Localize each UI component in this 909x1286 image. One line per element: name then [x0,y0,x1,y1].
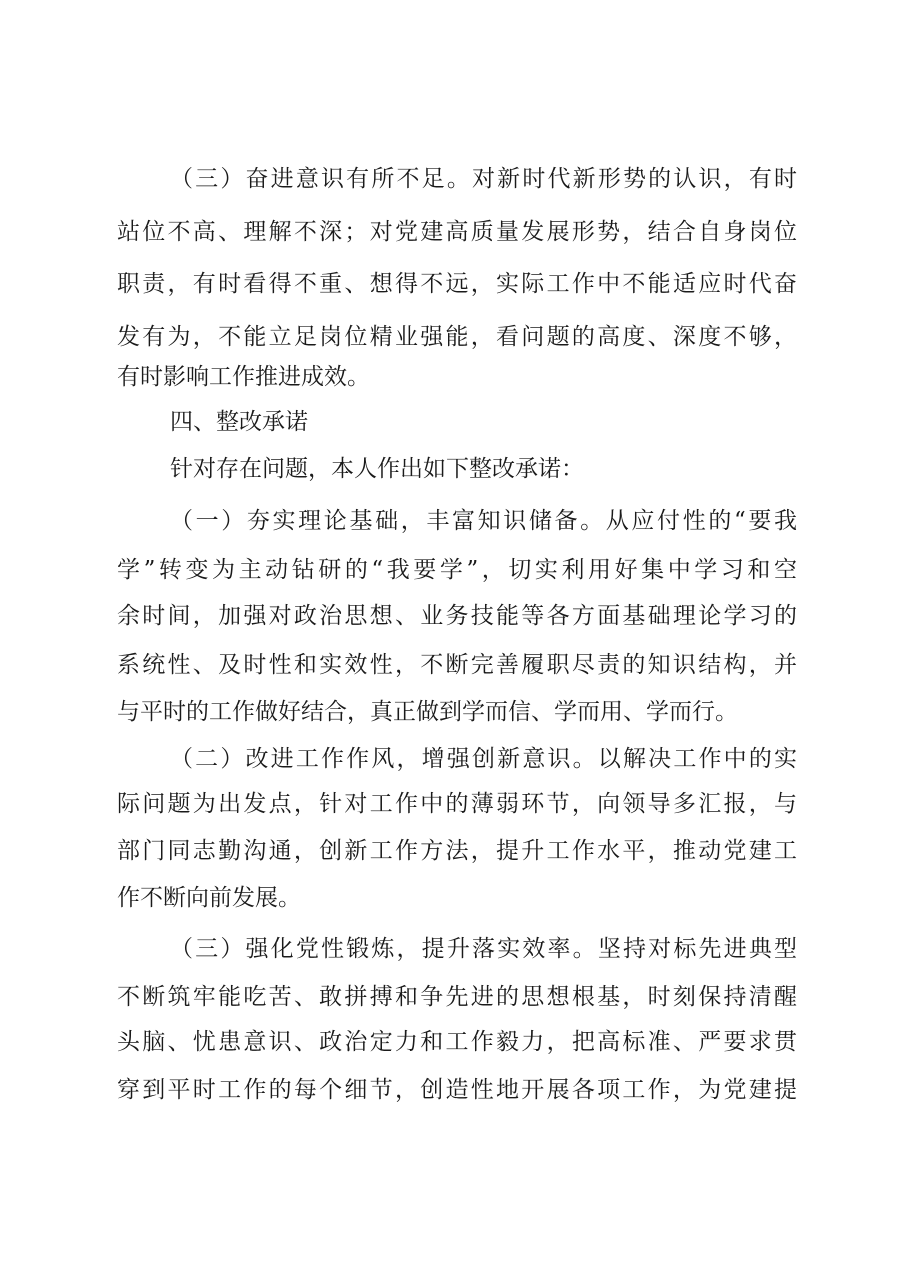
paragraph-line: 与平时的工作做好结合，真正做到学而信、学而用、学而行。 [117,699,738,725]
paragraph-line: （二）改进工作作风，增强创新意识。以解决工作中的实 [170,746,797,772]
paragraph-line: 针对存在问题，本人作出如下整改承诺： [170,456,584,482]
paragraph-line: 际问题为出发点，针对工作中的薄弱环节，向领导多汇报，与 [117,791,797,817]
paragraph-line: 部门同志勤沟通，创新工作方法，提升工作水平，推动党建工 [117,838,797,864]
paragraph-line: （一）夯实理论基础，丰富知识储备。从应付性的“要我 [170,508,797,534]
paragraph-line: 头脑、忧患意识、政治定力和工作毅力，把高标准、严要求贯 [117,1029,797,1055]
paragraph-line: 有时影响工作推进成效。 [117,364,370,390]
section-heading: 四、整改承诺 [170,409,308,435]
paragraph-line: 作不断向前发展。 [117,885,301,911]
paragraph-line: 系统性、及时性和实效性，不断完善履职尽责的知识结构，并 [117,652,797,678]
paragraph-line: 发有为，不能立足岗位精业强能，看问题的高度、深度不够， [117,324,797,350]
paragraph-line: 职责，有时看得不重、想得不远，实际工作中不能适应时代奋 [117,271,797,297]
paragraph-line: （三）强化党性锻炼，提升落实效率。坚持对标先进典型 [170,936,797,962]
paragraph-line: 不断筑牢能吃苦、敢拼搏和争先进的思想根基，时刻保持清醒 [117,984,797,1010]
paragraph-line: 学”转变为主动钻研的“我要学”，切实利用好集中学习和空 [117,557,797,583]
paragraph-line: （三）奋进意识有所不足。对新时代新形势的认识，有时 [170,166,797,192]
paragraph-line: 穿到平时工作的每个细节，创造性地开展各项工作，为党建提 [117,1077,797,1103]
paragraph-line: 余时间，加强对政治思想、业务技能等各方面基础理论学习的 [117,603,797,629]
paragraph-line: 站位不高、理解不深；对党建高质量发展形势，结合自身岗位 [117,219,797,245]
